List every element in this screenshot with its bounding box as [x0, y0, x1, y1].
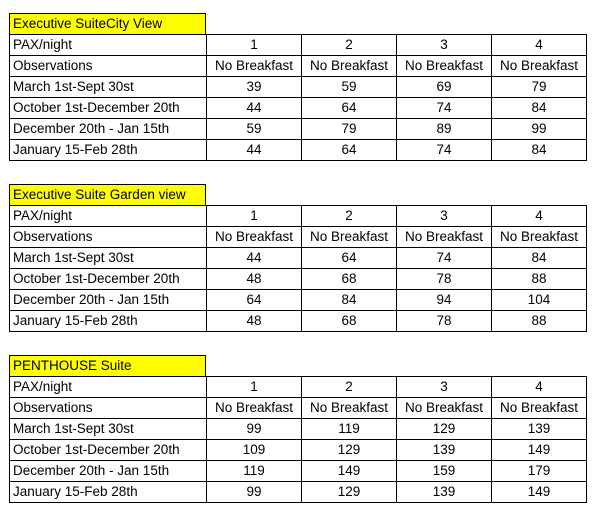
rate-cell: 99	[207, 419, 302, 440]
rate-cell: 59	[207, 119, 302, 140]
rate-cell: 48	[207, 311, 302, 332]
observations-label: Observations	[10, 398, 207, 419]
period-label: March 1st-Sept 30st	[10, 248, 207, 269]
rate-cell: 79	[302, 119, 397, 140]
pax-count: 2	[302, 377, 397, 398]
pax-count: 1	[207, 35, 302, 56]
table-row	[10, 98, 587, 119]
pax-header-row	[10, 206, 587, 227]
pax-count: 1	[207, 206, 302, 227]
observation-cell: No Breakfast	[492, 227, 587, 248]
rate-cell: 99	[207, 482, 302, 503]
observations-row	[10, 398, 587, 419]
rate-table	[9, 205, 587, 332]
table-row	[10, 461, 587, 482]
period-label: October 1st-December 20th	[10, 440, 207, 461]
rate-cell: 149	[492, 482, 587, 503]
pax-header-row	[10, 35, 587, 56]
period-label: December 20th - Jan 15th	[10, 290, 207, 311]
rate-cell: 44	[207, 98, 302, 119]
rate-cell: 84	[492, 248, 587, 269]
pax-count: 2	[302, 206, 397, 227]
table-row	[10, 419, 587, 440]
observation-cell: No Breakfast	[397, 56, 492, 77]
rate-cell: 84	[492, 140, 587, 161]
table-row	[10, 440, 587, 461]
rate-cell: 74	[397, 248, 492, 269]
observation-cell: No Breakfast	[397, 227, 492, 248]
rate-cell: 79	[492, 77, 587, 98]
observation-cell: No Breakfast	[207, 56, 302, 77]
period-label: October 1st-December 20th	[10, 269, 207, 290]
pax-header-label: PAX/night	[10, 35, 207, 56]
rate-cell: 109	[207, 440, 302, 461]
pax-count: 4	[492, 206, 587, 227]
pax-count: 4	[492, 35, 587, 56]
observations-row	[10, 227, 587, 248]
rate-cell: 64	[302, 248, 397, 269]
table-row	[10, 482, 587, 503]
period-label: January 15-Feb 28th	[10, 482, 207, 503]
rate-cell: 104	[492, 290, 587, 311]
rate-cell: 149	[302, 461, 397, 482]
rate-cell: 74	[397, 140, 492, 161]
rate-cell: 84	[302, 290, 397, 311]
rate-cell: 94	[397, 290, 492, 311]
rate-cell: 159	[397, 461, 492, 482]
table-row	[10, 140, 587, 161]
section-title: Executive SuiteCity View	[9, 13, 206, 34]
rate-cell: 88	[492, 311, 587, 332]
section-title: Executive Suite Garden view	[9, 184, 206, 205]
rate-cell: 129	[302, 440, 397, 461]
pax-header-label: PAX/night	[10, 206, 207, 227]
period-label: March 1st-Sept 30st	[10, 77, 207, 98]
period-label: January 15-Feb 28th	[10, 140, 207, 161]
rate-cell: 149	[492, 440, 587, 461]
rate-cell: 119	[302, 419, 397, 440]
rate-cell: 48	[207, 269, 302, 290]
pax-header-label: PAX/night	[10, 377, 207, 398]
rate-cell: 64	[207, 290, 302, 311]
rate-cell: 84	[492, 98, 587, 119]
table-row	[10, 248, 587, 269]
pax-count: 3	[397, 377, 492, 398]
rate-cell: 129	[397, 419, 492, 440]
rate-cell: 119	[207, 461, 302, 482]
rate-cell: 78	[397, 269, 492, 290]
rate-cell: 64	[302, 98, 397, 119]
rate-cell: 89	[397, 119, 492, 140]
observations-label: Observations	[10, 56, 207, 77]
section-title: PENTHOUSE Suite	[9, 355, 206, 376]
rate-cell: 69	[397, 77, 492, 98]
pax-count: 1	[207, 377, 302, 398]
table-row	[10, 77, 587, 98]
table-row	[10, 269, 587, 290]
rate-cell: 68	[302, 311, 397, 332]
rate-cell: 78	[397, 311, 492, 332]
table-row	[10, 311, 587, 332]
period-label: December 20th - Jan 15th	[10, 119, 207, 140]
rate-section-garden-view	[9, 184, 587, 332]
table-row	[10, 290, 587, 311]
observation-cell: No Breakfast	[492, 398, 587, 419]
rate-cell: 179	[492, 461, 587, 482]
rate-cell: 39	[207, 77, 302, 98]
rate-cell: 139	[397, 440, 492, 461]
pax-header-row	[10, 377, 587, 398]
observation-cell: No Breakfast	[397, 398, 492, 419]
rate-cell: 59	[302, 77, 397, 98]
observation-cell: No Breakfast	[492, 56, 587, 77]
observation-cell: No Breakfast	[207, 227, 302, 248]
pax-count: 2	[302, 35, 397, 56]
observation-cell: No Breakfast	[302, 227, 397, 248]
pax-count: 3	[397, 35, 492, 56]
observation-cell: No Breakfast	[302, 398, 397, 419]
rate-cell: 44	[207, 248, 302, 269]
pax-count: 3	[397, 206, 492, 227]
observation-cell: No Breakfast	[302, 56, 397, 77]
observations-row	[10, 56, 587, 77]
rate-cell: 68	[302, 269, 397, 290]
rate-section-penthouse	[9, 355, 587, 503]
rate-cell: 88	[492, 269, 587, 290]
period-label: January 15-Feb 28th	[10, 311, 207, 332]
rate-cell: 44	[207, 140, 302, 161]
rate-section-city-view	[9, 13, 587, 161]
period-label: December 20th - Jan 15th	[10, 461, 207, 482]
rate-cell: 139	[492, 419, 587, 440]
observation-cell: No Breakfast	[207, 398, 302, 419]
rate-cell: 99	[492, 119, 587, 140]
table-row	[10, 119, 587, 140]
rate-cell: 74	[397, 98, 492, 119]
rate-cell: 139	[397, 482, 492, 503]
rate-cell: 64	[302, 140, 397, 161]
rate-cell: 129	[302, 482, 397, 503]
rate-table	[9, 34, 587, 161]
rate-table	[9, 376, 587, 503]
pax-count: 4	[492, 377, 587, 398]
period-label: October 1st-December 20th	[10, 98, 207, 119]
observations-label: Observations	[10, 227, 207, 248]
period-label: March 1st-Sept 30st	[10, 419, 207, 440]
